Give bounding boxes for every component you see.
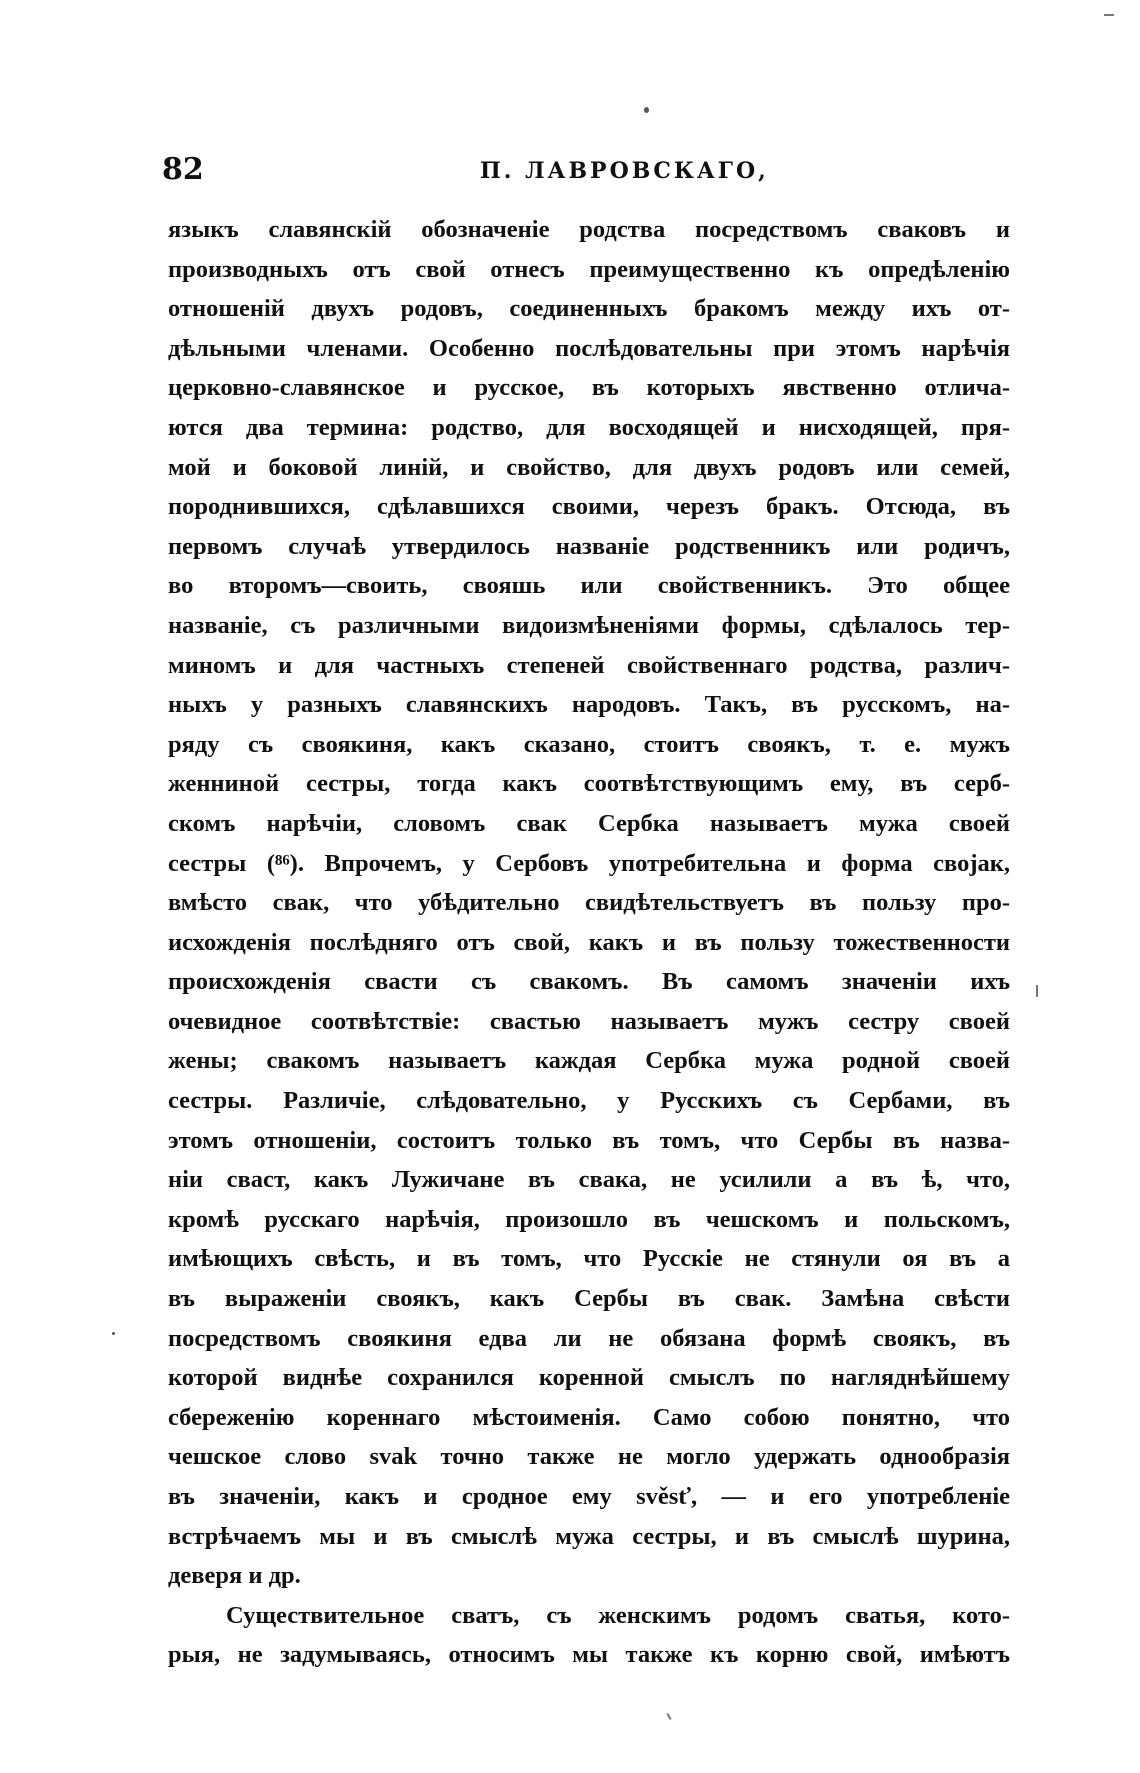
scan-mark [1036,985,1038,997]
text-line: церковно-славянское и русское, въ которыхъ явственно отлича- [168,374,1010,402]
running-head: П. ЛАВРОВСКАГО, [480,158,769,184]
text-line: вмѣсто свак, что убѣдительно свидѣтельствуетъ въ пользу про- [168,889,1010,917]
text-line: во второмъ—своить, свояшь или свойственникъ. Это общее [168,572,1010,600]
text-line: дѣльными членами. Особенно послѣдовательны при этомъ нарѣчія [168,334,1010,362]
text-line: скомъ нарѣчіи, словомъ свак Сербка называетъ мужа своей [168,809,1010,837]
text-line: чешское слово svak точно также не могло удержать однообразія [168,1443,1010,1471]
text-line: которой виднѣе сохранился коренной смыслъ по нагляднѣйшему [168,1364,1010,1392]
scan-speck [644,107,649,113]
text-line: мой и боковой линій, и свойство, для двухъ родовъ или семей, [168,453,1010,481]
text-line: ніи сваст, какъ Лужичане въ свака, не усилили а въ ѣ, что, [168,1166,1010,1194]
text-line: производныхъ отъ свой отнесъ преимущественно къ опредѣленію [168,255,1010,283]
text-line: ряду съ своякиня, какъ сказано, стоитъ своякъ, т. е. мужъ [168,730,1010,758]
text-line: имѣющихъ свѣсть, и въ томъ, что Русскіе не стянули оя въ а [168,1245,1010,1273]
page-number: 82 [162,152,204,187]
scan-speck [112,1332,115,1335]
text-line: происхожденія свасти съ свакомъ. Въ самомъ значеніи ихъ [168,968,1010,996]
scan-mark [666,1713,671,1720]
text-line: ныхъ у разныхъ славянскихъ народовъ. Такъ, въ русскомъ, на- [168,691,1010,719]
text-line: исхожденія послѣдняго отъ свой, какъ и въ пользу тожественности [168,928,1010,956]
text-line: сестры. Различіе, слѣдовательно, у Русскихъ съ Сербами, въ [168,1087,1010,1115]
text-line: сбереженію кореннаго мѣстоименія. Само собою понятно, что [168,1403,1010,1431]
text-line: сестры (⁸⁶). Впрочемъ, у Сербовъ употребительна и форма своjак, [168,849,1010,877]
text-line: очевидное соотвѣтствіе: свастью называетъ мужъ сестру своей [168,1007,1010,1035]
text-line: посредствомъ своякиня едва ли не обязана формѣ своякъ, въ [168,1324,1010,1352]
text-line: отношеній двухъ родовъ, соединенныхъ бракомъ между ихъ от- [168,295,1010,323]
text-line: языкъ славянскій обозначеніе родства посредствомъ сваковъ и [168,216,1010,243]
text-line: жены; свакомъ называетъ каждая Сербка мужа родной своей [168,1047,1010,1075]
text-line: деверя и др. [168,1562,301,1590]
text-line: первомъ случаѣ утвердилось названіе родственникъ или родичъ, [168,532,1010,560]
scan-mark [1104,14,1114,16]
text-line: названіе, съ различными видоизмѣненіями формы, сдѣлалось тер- [168,611,1010,639]
text-line: миномъ и для частныхъ степеней свойственнаго родства, различ- [168,651,1010,679]
text-body [168,210,1010,1675]
text-line: женниной сестры, тогда какъ соотвѣтствующимъ ему, въ серб- [168,770,1010,798]
text-line: въ значеніи, какъ и сродное ему svěsť, — и его употребленіе [168,1483,1010,1510]
text-line: въ выраженіи своякъ, какъ Сербы въ свак. Замѣна свѣсти [168,1285,1010,1313]
text-line: ются два термина: родство, для восходящей и нисходящей, пря- [168,413,1010,441]
text-line: кромѣ русскаго нарѣчія, произошло въ чешскомъ и польскомъ, [168,1205,1010,1233]
text-line: породнившихся, сдѣлавшихся своими, черезъ бракъ. Отсюда, въ [168,493,1010,521]
paragraph-start-line: Существительное сватъ, съ женскимъ родомъ сватья, кото- [226,1601,1010,1629]
text-line: рыя, не задумываясь, относимъ мы также къ корню свой, имѣютъ [168,1641,1010,1669]
text-line: встрѣчаемъ мы и въ смыслѣ мужа сестры, и въ смыслѣ шурина, [168,1522,1010,1550]
text-line: этомъ отношеніи, состоитъ только въ томъ, что Сербы въ назва- [168,1126,1010,1154]
